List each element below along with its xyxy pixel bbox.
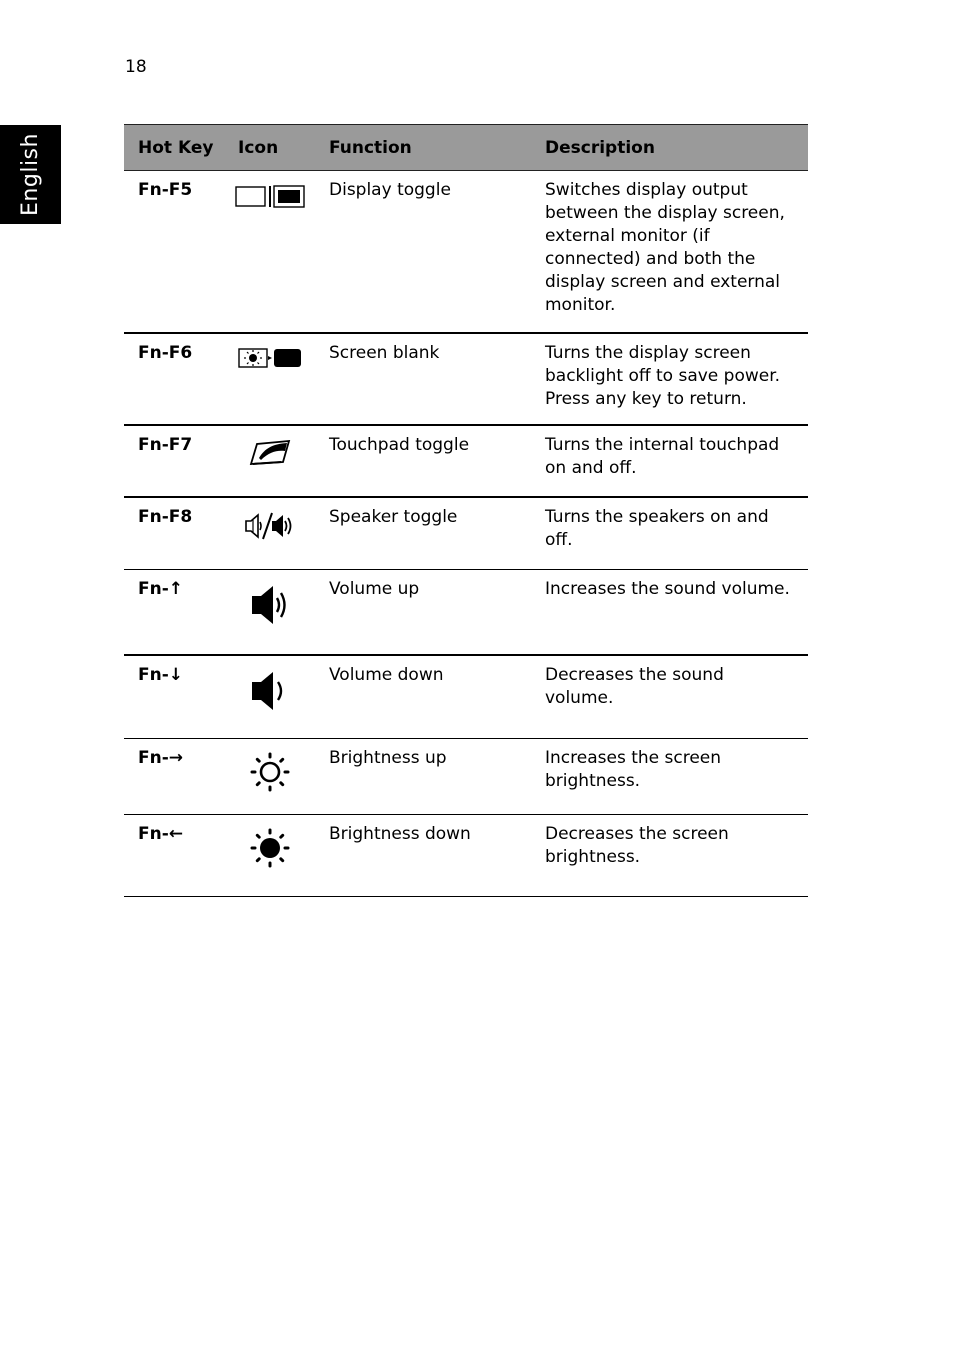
- page-number: 18: [125, 57, 147, 77]
- display-toggle-icon: [234, 183, 306, 209]
- function-description: Turns the speakers on and off.: [531, 497, 808, 570]
- function-description: Decreases the screen brightness.: [531, 815, 808, 897]
- function-name: Display toggle: [315, 171, 531, 333]
- function-description: Turns the internal touchpad on and off.: [531, 425, 808, 497]
- function-description: Decreases the sound volume.: [531, 655, 808, 739]
- hot-key: Fn-F8: [124, 497, 224, 570]
- table-row: [124, 655, 808, 739]
- table-row: [124, 333, 808, 425]
- table-row: [124, 570, 808, 655]
- table-row: [124, 739, 808, 815]
- header-icon: Icon: [224, 125, 315, 171]
- function-description: Increases the sound volume.: [531, 570, 808, 655]
- brightness-up-icon: [249, 751, 291, 793]
- table-row: [124, 815, 808, 897]
- hot-key: Fn-F5: [124, 171, 224, 333]
- function-name: Brightness up: [315, 739, 531, 815]
- function-name: Volume down: [315, 655, 531, 739]
- function-description: Switches display output between the display screen, external monitor (if connected) and both the display screen and external monitor.: [531, 171, 808, 333]
- language-tab-label: English: [18, 133, 44, 216]
- speaker-toggle-icon: [244, 510, 296, 542]
- hot-key: Fn-→: [124, 739, 224, 815]
- function-name: Screen blank: [315, 333, 531, 425]
- screen-blank-icon: [237, 346, 303, 370]
- table-row: [124, 425, 808, 497]
- hotkey-table: [124, 124, 808, 897]
- table-row: [124, 497, 808, 570]
- brightness-down-icon: [249, 827, 291, 869]
- header-function: Function: [315, 125, 531, 171]
- touchpad-toggle-icon: [247, 438, 293, 466]
- function-name: Speaker toggle: [315, 497, 531, 570]
- header-hot-key: Hot Key: [124, 125, 224, 171]
- function-name: Touchpad toggle: [315, 425, 531, 497]
- function-description: Turns the display screen backlight off to save power. Press any key to return.: [531, 333, 808, 425]
- hot-key: Fn-↓: [124, 655, 224, 739]
- volume-down-icon: [249, 668, 291, 714]
- function-name: Brightness down: [315, 815, 531, 897]
- function-name: Volume up: [315, 570, 531, 655]
- header-description: Description: [531, 125, 808, 171]
- table-header-row: [124, 125, 808, 171]
- hot-key: Fn-F6: [124, 333, 224, 425]
- table-row: [124, 171, 808, 333]
- hot-key: Fn-←: [124, 815, 224, 897]
- hot-key: Fn-F7: [124, 425, 224, 497]
- function-description: Increases the screen brightness.: [531, 739, 808, 815]
- hot-key: Fn-↑: [124, 570, 224, 655]
- volume-up-icon: [249, 582, 291, 628]
- language-side-tab: [0, 125, 61, 224]
